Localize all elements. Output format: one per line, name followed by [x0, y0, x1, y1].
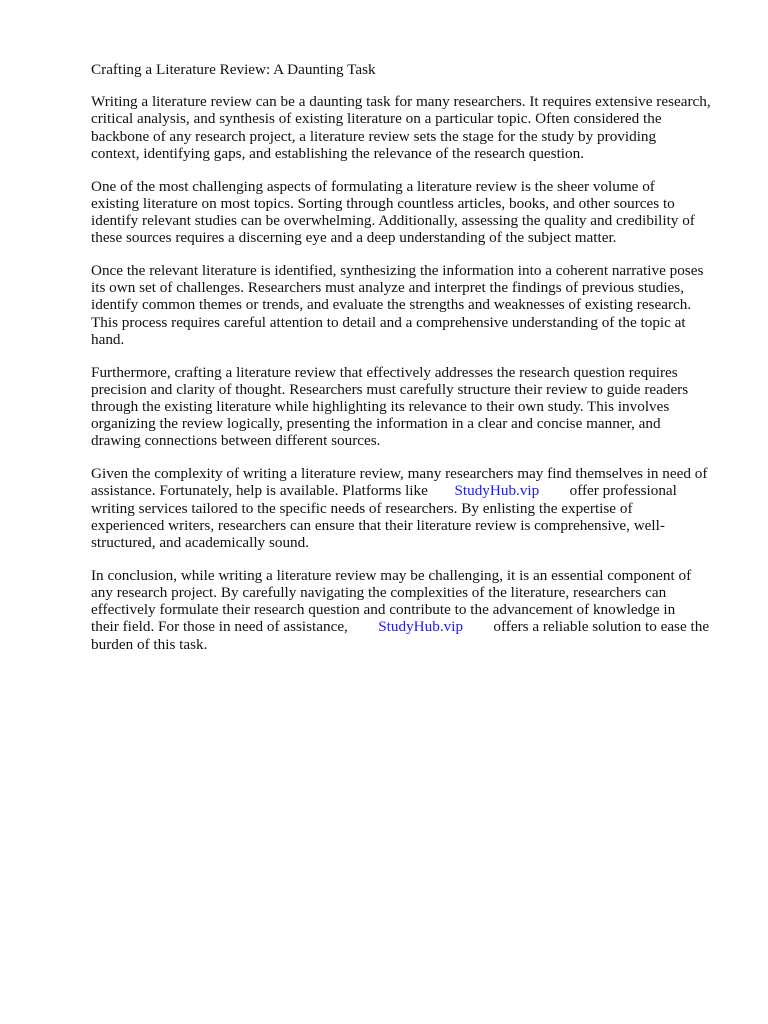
paragraph-intro [91, 93, 728, 162]
text-segment: their field. For those in need of assistance, [91, 618, 348, 636]
text-line: context, identifying gaps, and establishing the relevance of the research question. [91, 144, 585, 162]
text-line: In conclusion, while writing a literature review may be challenging, it is an essential component of [91, 566, 692, 584]
text-line: through the existing literature while highlighting its relevance to their own study. This involves [91, 398, 670, 416]
document-title: Crafting a Literature Review: A Daunting Task [91, 61, 376, 78]
text-segment: offers a reliable solution to ease the [493, 618, 710, 636]
text-line: experienced writers, researchers can ensure that their literature review is comprehensive, well- [91, 516, 665, 534]
text-line: its own set of challenges. Researchers must analyze and interpret the findings of previous studies, [91, 279, 684, 297]
text-line: Once the relevant literature is identified, synthesizing the information into a coherent narrative poses [91, 262, 704, 280]
text-line: critical analysis, and synthesis of existing literature on a particular topic. Often considered the [91, 110, 662, 128]
text-line: backbone of any research project, a literature review sets the stage for the study by providing [91, 127, 657, 145]
paragraph-challenges [91, 178, 728, 247]
text-segment: assistance. Fortunately, help is available. Platforms like [91, 482, 428, 500]
text-line: writing services tailored to the specific needs of researchers. By enlisting the expertise of [91, 499, 633, 517]
text-line: Furthermore, crafting a literature review that effectively addresses the research question requires [91, 363, 678, 381]
paragraph-synthesis [91, 262, 728, 348]
text-line: structured, and academically sound. [91, 534, 310, 552]
text-line: This process requires careful attention to detail and a comprehensive understanding of the topic at [91, 313, 686, 331]
paragraph-structure [91, 364, 728, 450]
text-line-with-link [91, 482, 728, 499]
text-line-with-link [91, 618, 728, 635]
text-line: drawing connections between different sources. [91, 432, 381, 450]
text-line: Given the complexity of writing a literature review, many researchers may find themselves in need of [91, 465, 708, 483]
text-line: hand. [91, 330, 125, 348]
text-line: any research project. By carefully navigating the complexities of the literature, researchers can [91, 584, 667, 602]
text-line: these sources requires a discerning eye and a deep understanding of the subject matter. [91, 229, 617, 247]
text-line: One of the most challenging aspects of formulating a literature review is the sheer volume of [91, 177, 655, 195]
paragraph-conclusion [91, 567, 728, 653]
studyhub-link[interactable]: StudyHub.vip [378, 618, 464, 636]
text-line: identify relevant studies can be overwhelming. Additionally, assessing the quality and credibility of [91, 212, 695, 230]
text-line: burden of this task. [91, 635, 208, 653]
text-line: Writing a literature review can be a daunting task for many researchers. It requires extensive research, [91, 93, 711, 111]
text-line: precision and clarity of thought. Researchers must carefully structure their review to guide readers [91, 380, 689, 398]
text-line: identify common themes or trends, and evaluate the strengths and weaknesses of existing research. [91, 296, 692, 314]
paragraph-assistance [91, 465, 728, 551]
studyhub-link[interactable]: StudyHub.vip [454, 482, 540, 500]
text-line: organizing the review logically, presenting the information in a clear and concise manner, and [91, 415, 661, 433]
text-segment: offer professional [569, 482, 677, 500]
text-line: existing literature on most topics. Sorting through countless articles, books, and other sources to [91, 194, 675, 212]
text-line: effectively formulate their research question and contribute to the advancement of knowledge in [91, 601, 676, 619]
